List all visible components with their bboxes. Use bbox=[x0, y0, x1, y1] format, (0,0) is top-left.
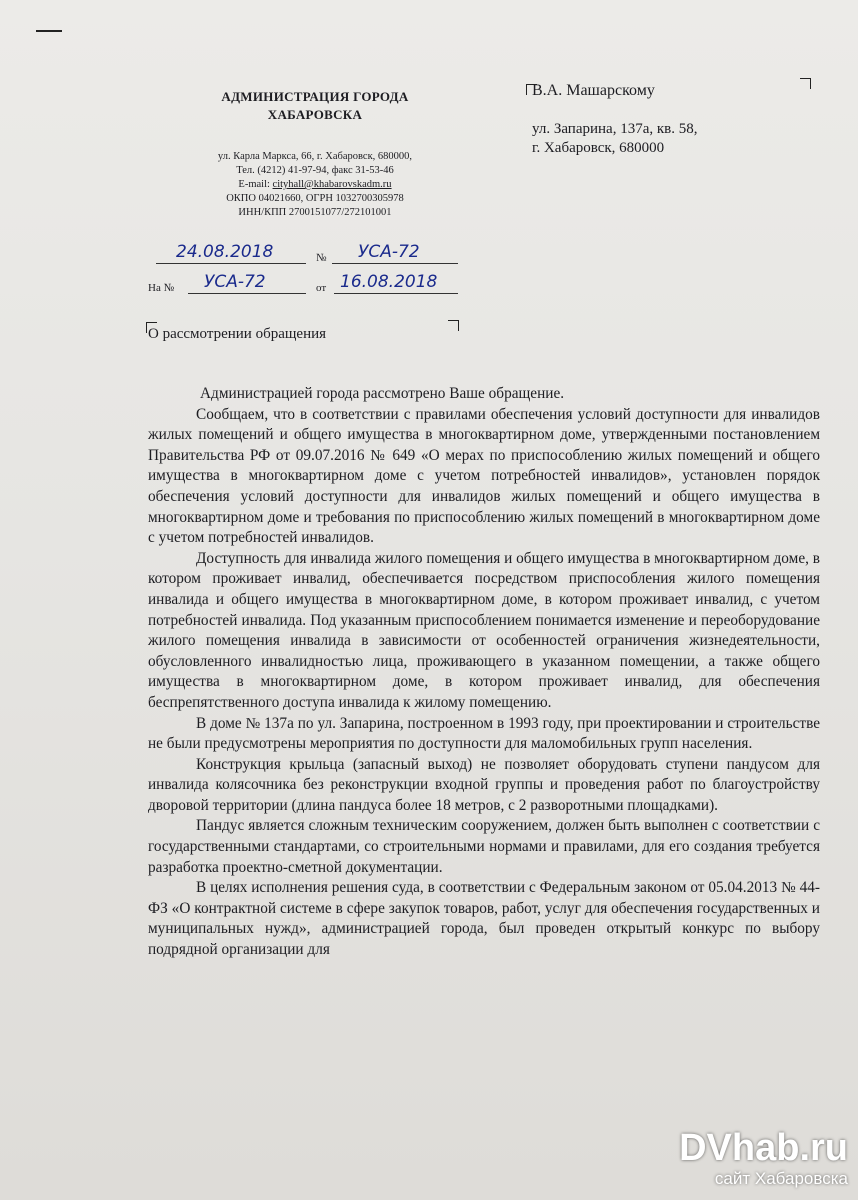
number-label: № bbox=[316, 252, 327, 264]
org-contact-info bbox=[170, 150, 460, 220]
org-okpo: ОКПО 04021660, ОГРН 1032700305978 bbox=[226, 193, 404, 204]
email-label: E-mail: bbox=[238, 179, 273, 190]
recipient-address-line1: ул. Запарина, 137а, кв. 58, bbox=[532, 121, 698, 137]
org-name-line1: АДМИНИСТРАЦИЯ ГОРОДА bbox=[221, 89, 409, 104]
organization-header bbox=[170, 88, 460, 220]
fold-mark bbox=[36, 30, 62, 32]
reference-number: УСА-72 bbox=[204, 272, 266, 292]
watermark-tagline: сайт Хабаровска bbox=[714, 1169, 848, 1188]
org-name-line2: ХАБАРОВСКА bbox=[267, 107, 363, 122]
registration-block bbox=[148, 238, 478, 298]
registration-row-reference bbox=[148, 268, 478, 298]
body-paragraph: Сообщаем, что в соответствии с правилами обеспечения условий доступности для инвалидов жилых помещений и общего имущества в многоквартирном доме, утвержденными постановлением Правительства РФ от 09.07.2016 № 649 «О мерах по приспособлению жилых помещений и общего имущества в многоквартирном доме с учетом потребностей инвалидов», установлен порядок обеспечения условий доступности для инвалидов жилых помещений и общего имущества в многоквартирном доме и требования по приспособлению жилых помещений в многоквартирном доме с учетом потребностей инвалидов. bbox=[148, 405, 820, 547]
registration-row-outgoing bbox=[148, 238, 478, 268]
body-paragraph: Конструкция крыльца (запасный выход) не позволяет оборудовать ступени пандусом для инвалида колясочника без реконструкции входной группы и проведения работ по благоустройству дворовой территории (длина пандуса более 18 метров, с 2 разворотными площадками). bbox=[148, 755, 820, 814]
reference-date-underline bbox=[334, 293, 458, 294]
letter-body bbox=[148, 384, 820, 961]
number-underline bbox=[332, 263, 458, 264]
body-paragraph: Администрацией города рассмотрено Ваше обращение. bbox=[200, 385, 565, 402]
body-paragraph: В доме № 137а по ул. Запарина, построенном в 1993 году, при проектировании и строительстве не были предусмотрены мероприятия по доступности для маломобильных групп населения. bbox=[148, 714, 820, 753]
org-inn: ИНН/КПП 2700151077/272101001 bbox=[238, 207, 392, 218]
outgoing-date: 24.08.2018 bbox=[176, 242, 274, 262]
watermark-brand: DVhab.ru bbox=[679, 1127, 848, 1169]
reference-date: 16.08.2018 bbox=[340, 272, 438, 292]
org-address: ул. Карла Маркса, 66, г. Хабаровск, 680000, bbox=[217, 151, 413, 162]
date-underline bbox=[156, 263, 306, 264]
site-watermark bbox=[679, 1128, 848, 1190]
body-paragraph: Доступность для инвалида жилого помещения и общего имущества в многоквартирном доме, в котором проживает инвалид, обеспечивается посредством приспособления жилого помещения инвалида и общего имущества в многоквартирном доме, в котором проживает инвалид, с учетом потребностей инвалида. Под указанным приспособлением понимается изменение и переоборудование жилого помещения инвалида в зависимости от особенностей ограничения жизнедеятельности, обусловленного инвалидностью лица, проживающего в указанном помещении, а также общего имущества в многоквартирном доме, в котором проживает инвалид, для обеспечения беспрепятственного доступа инвалида к жилому помещению. bbox=[148, 549, 820, 711]
letter-subject: О рассмотрении обращения bbox=[148, 326, 327, 342]
body-paragraph: Пандус является сложным техническим сооружением, должен быть выполнен с соответствии с государственными стандартами, со строительными нормами и правилами, для его создания требуется разработка проектно-сметной документации. bbox=[148, 817, 820, 876]
recipient-block bbox=[532, 82, 832, 158]
body-paragraph: В целях исполнения решения суда, в соответствии с Федеральным законом от 05.04.2013 № 44-ФЗ «О контрактной системе в сфере закупок товаров, работ, услуг для обеспечения государственных и муниципальных нужд», администрацией города, был проведен открытый конкурс по выбору подрядной организации для bbox=[148, 879, 820, 959]
org-phone: Тел. (4212) 41-97-94, факс 31-53-46 bbox=[236, 165, 394, 176]
org-email-link[interactable]: cityhall@khabarovskadm.ru bbox=[272, 179, 392, 190]
reference-number-label: На № bbox=[148, 282, 175, 294]
org-email-line bbox=[170, 178, 460, 192]
recipient-address-line2: г. Хабаровск, 680000 bbox=[532, 140, 665, 156]
subject-corner-mark bbox=[448, 320, 459, 331]
outgoing-number: УСА-72 bbox=[358, 242, 420, 262]
from-label: от bbox=[316, 282, 327, 294]
recipient-name: В.А. Машарскому bbox=[532, 82, 655, 99]
reference-number-underline bbox=[188, 293, 306, 294]
